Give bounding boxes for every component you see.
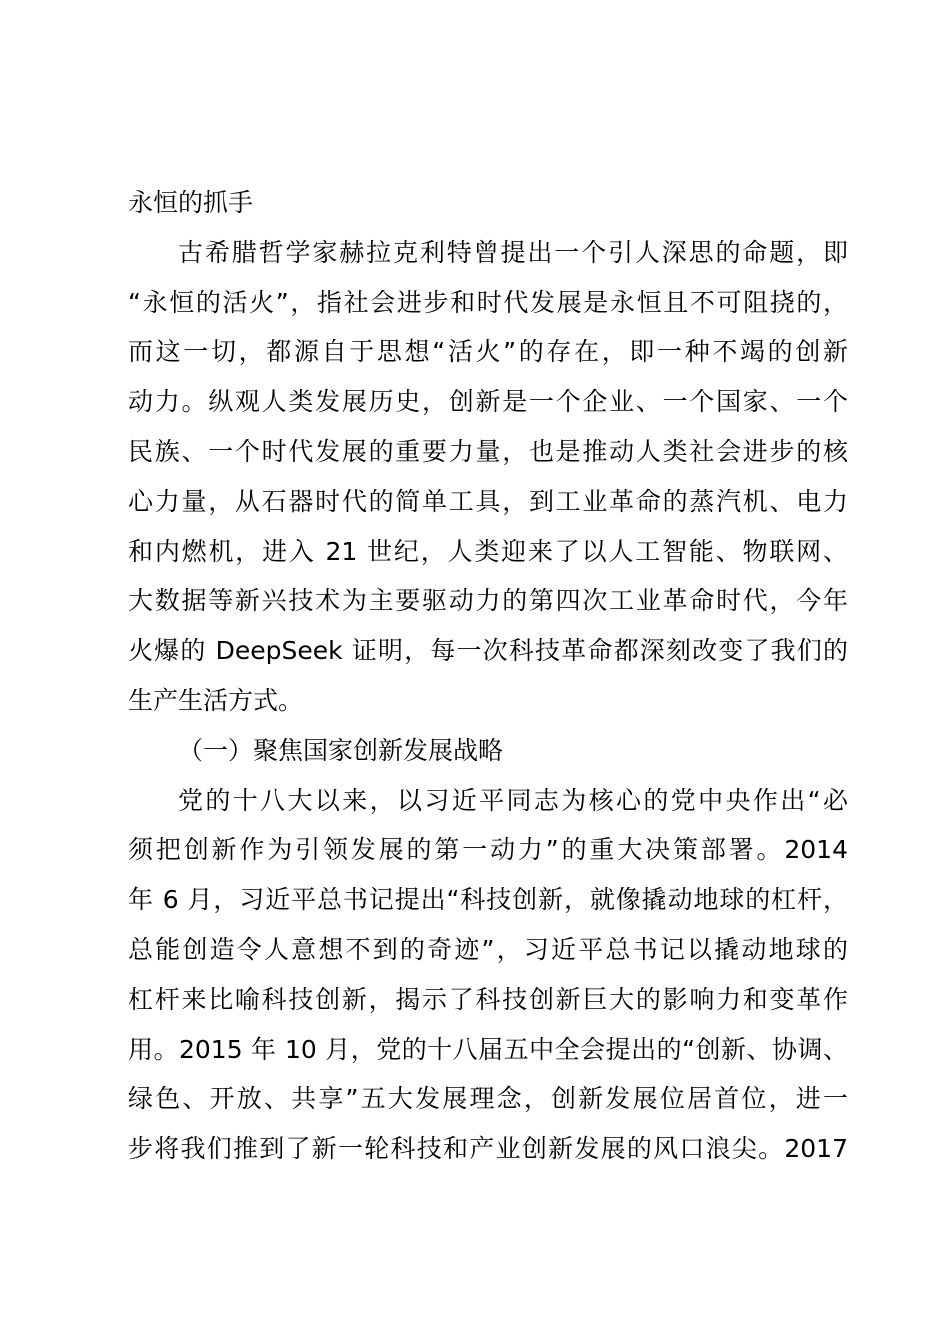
text-line: 而这一切，都源自于思想“活火”的存在，即一种不竭的创新	[128, 337, 848, 367]
text-line: （一）聚焦国家创新发展战略	[178, 735, 504, 765]
text-line: 动力。纵观人类发展历史，创新是一个企业、一个国家、一个	[128, 387, 848, 417]
text-line: 步将我们推到了新一轮科技和产业创新发展的风口浪尖。2017	[128, 1134, 848, 1164]
text-line: 年 6 月，习近平总书记提出“科技创新，就像撬动地球的杠杆，	[128, 885, 848, 915]
text-line: 大数据等新兴技术为主要驱动力的第四次工业革命时代，今年	[128, 586, 848, 616]
text-line: 总能创造令人意想不到的奇迹”，习近平总书记以撬动地球的	[128, 934, 848, 964]
text-line: 党的十八大以来，以习近平同志为核心的党中央作出“必	[178, 785, 848, 815]
text-line: “永恒的活火”，指社会进步和时代发展是永恒且不可阻挠的，	[128, 287, 848, 317]
text-line: 和内燃机，进入 21 世纪，人类迎来了以人工智能、物联网、	[128, 536, 848, 566]
text-line: 绿色、开放、共享”五大发展理念，创新发展位居首位，进一	[128, 1084, 848, 1114]
text-line: 须把创新作为引领发展的第一动力”的重大决策部署。2014	[128, 835, 848, 865]
text-line: 民族、一个时代发展的重要力量，也是推动人类社会进步的核	[128, 436, 848, 466]
text-line: 生产生活方式。	[128, 685, 304, 715]
text-line: 杠杆来比喻科技创新，揭示了科技创新巨大的影响力和变革作	[128, 984, 848, 1014]
text-line: 用。2015 年 10 月，党的十八届五中全会提出的“创新、协调、	[128, 1034, 848, 1064]
text-line: 心力量，从石器时代的简单工具，到工业革命的蒸汽机、电力	[128, 486, 848, 516]
document-body	[128, 178, 848, 1174]
text-line: 火爆的 DeepSeek 证明，每一次科技革命都深刻改变了我们的	[128, 636, 848, 666]
text-line: 古希腊哲学家赫拉克利特曾提出一个引人深思的命题，即	[178, 237, 848, 267]
text-line: 永恒的抓手	[128, 188, 254, 217]
